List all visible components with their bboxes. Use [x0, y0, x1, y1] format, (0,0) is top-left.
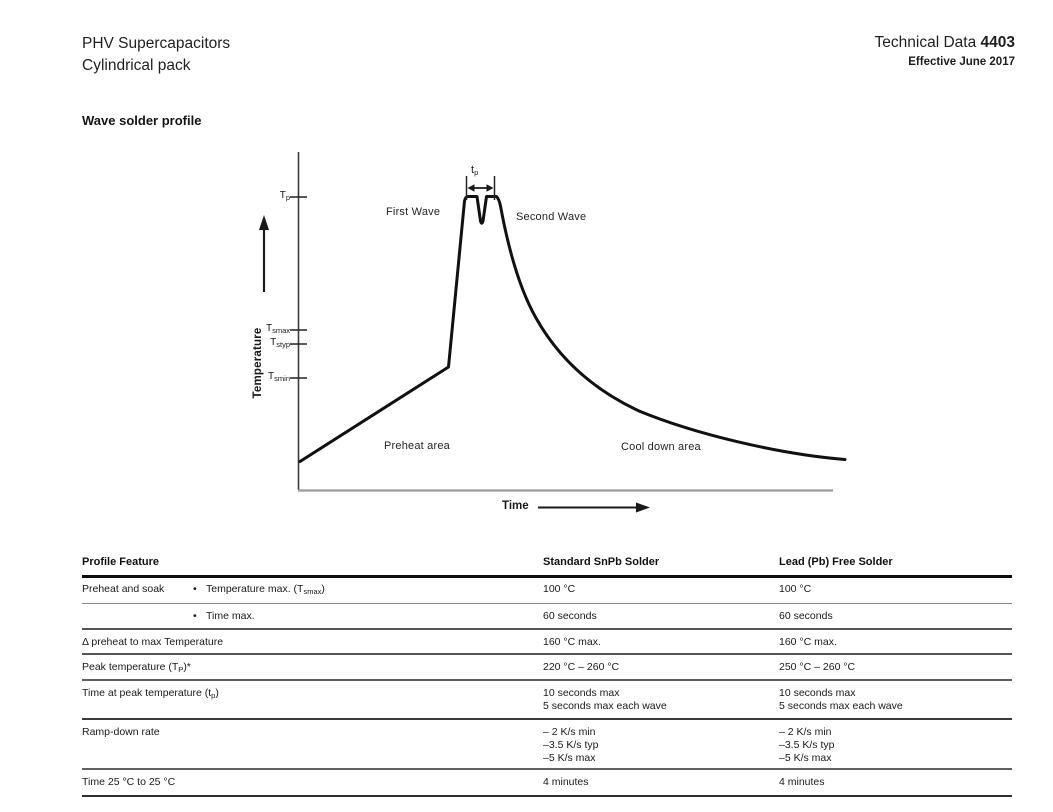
snpb-value-cell: 4 minutes [543, 776, 589, 788]
feature-cell: Time 25 °C to 25 °C [82, 776, 176, 788]
pbfree-value-cell: 100 °C [779, 583, 812, 595]
solder-profile-curve [300, 197, 845, 462]
x-axis-caption: Time [502, 500, 529, 512]
y-axis-caption: Temperature [252, 327, 264, 399]
table-row [82, 578, 1012, 604]
snpb-value-cell: 220 °C – 260 °C [543, 661, 620, 673]
feature-sub-cell: • Temperature max. $(T_{smax})$ [193, 583, 325, 596]
table-row [82, 630, 1012, 655]
temperature-arrow-head [259, 215, 269, 230]
chart-canvas [230, 140, 880, 535]
doc-type-number [875, 33, 1015, 53]
y-tick-label-tp: $T_p$ [279, 190, 290, 202]
table-row [82, 681, 1012, 720]
tp-arrow-head-left [468, 184, 475, 192]
table-row [82, 770, 1012, 797]
effective-date: Effective June 2017 [908, 56, 1015, 68]
feature-cell: Δ preheat to max Temperature [82, 636, 224, 648]
pbfree-value-cell: 250 °C – 260 °C [779, 661, 856, 673]
feature-cell: Ramp-down rate [82, 726, 160, 738]
pbfree-value-cell: 10 seconds max 5 seconds max each wave [779, 687, 903, 712]
doc-info [875, 33, 1015, 68]
table-header-row [82, 556, 1012, 578]
bullet-icon: • [193, 610, 197, 622]
doc-type-label: Technical Data [874, 34, 981, 51]
feature-cell: Time at peak temperature $(t_p)$ [82, 687, 219, 700]
snpb-value-cell: – 2 K/s min –3.5 K/s typ –5 K/s max [543, 726, 599, 764]
y-tick-label-tsmax: $T_{smax}$ [265, 323, 290, 335]
table-row [82, 720, 1012, 770]
feature-sub-cell: • Time max. [193, 610, 255, 622]
table-row [82, 604, 1012, 630]
y-tick-label-tstyp: $T_{styp}$ [270, 337, 290, 349]
tp-arrow-head-right [487, 184, 494, 192]
pbfree-value-cell: – 2 K/s min –3.5 K/s typ –5 K/s max [779, 726, 835, 764]
col-header-pbfree: Lead (Pb) Free Solder [779, 556, 893, 568]
col-header-snpb: Standard SnPb Solder [543, 556, 660, 568]
first-wave-label: First Wave [386, 206, 441, 218]
feature-cell: Preheat and soak [82, 583, 165, 595]
second-wave-label: Second Wave [516, 211, 587, 223]
preheat-area-label: Preheat area [384, 440, 450, 452]
snpb-value-cell: 100 °C [543, 583, 576, 595]
product-title-line2: Cylindrical pack [82, 57, 191, 74]
table-row [82, 655, 1012, 681]
bullet-icon: • [193, 583, 197, 595]
product-title-line1: PHV Supercapacitors [82, 35, 231, 52]
pbfree-value-cell: 60 seconds [779, 610, 833, 622]
tp-annotation: $t_p$ [471, 164, 479, 177]
col-header-profile-feature: Profile Feature [82, 556, 160, 568]
wave-solder-spec-table [82, 556, 1012, 797]
time-arrow-head [636, 503, 650, 513]
feature-cell: Peak temperature $(T_P)*$ [82, 661, 191, 674]
cool-down-area-label: Cool down area [621, 441, 701, 453]
y-tick-label-tsmin: $T_{smin}$ [268, 371, 290, 383]
snpb-value-cell: 60 seconds [543, 610, 597, 622]
pbfree-value-cell: 160 °C max. [779, 636, 837, 648]
pbfree-value-cell: 4 minutes [779, 776, 825, 788]
snpb-value-cell: 160 °C max. [543, 636, 601, 648]
section-title: Wave solder profile [82, 113, 202, 128]
product-title [82, 33, 230, 77]
snpb-value-cell: 10 seconds max 5 seconds max each wave [543, 687, 667, 712]
doc-number: 4403 [980, 34, 1015, 51]
